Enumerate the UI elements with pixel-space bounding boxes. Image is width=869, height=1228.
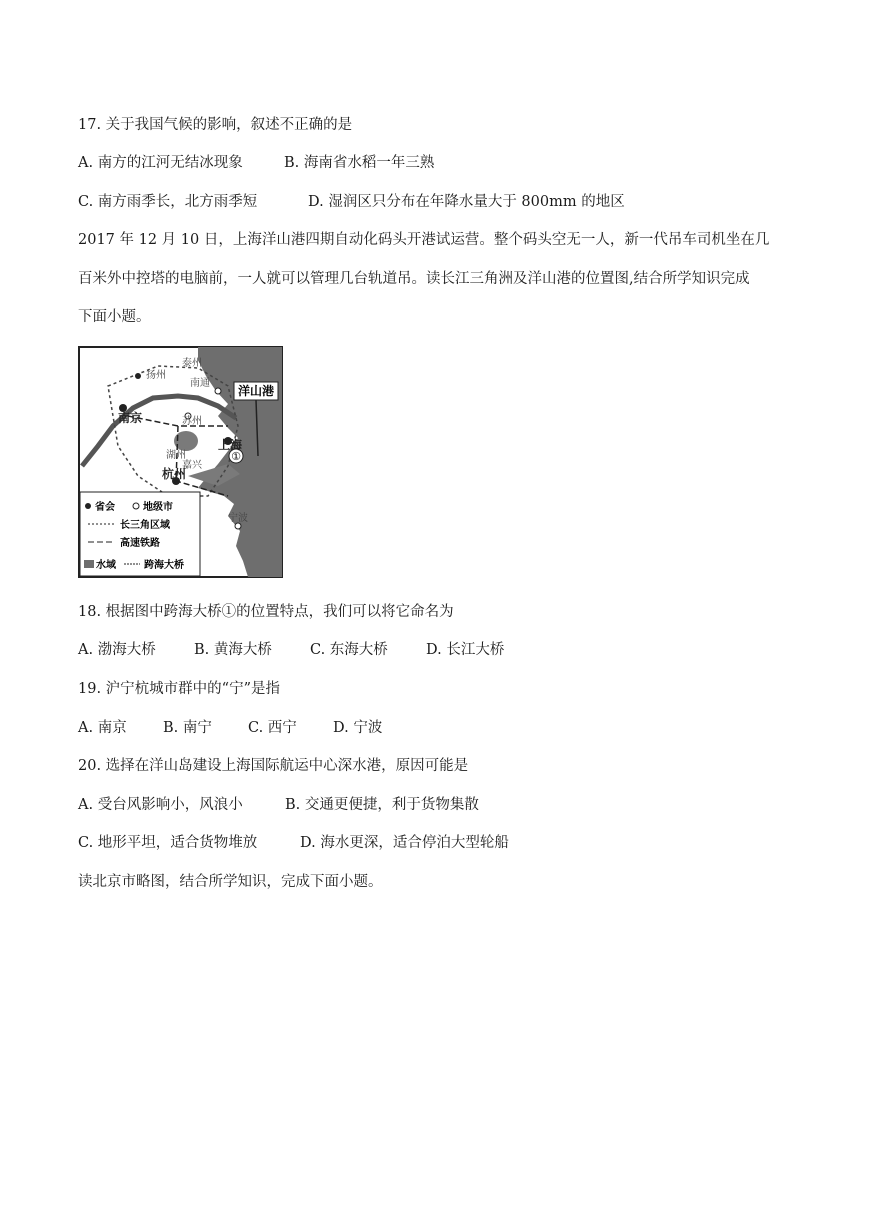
yangshan-callout: 洋山港 [237,384,275,398]
q20-options-row2 [78,834,509,852]
city-huzhou: 湖州 [166,450,186,461]
legend-bridge: 跨海大桥 [144,560,184,571]
city-jiaxing: 嘉兴 [182,460,202,471]
q18-option-c: C. 东海大桥 [310,642,388,658]
city-hangzhou: 杭州 [162,467,187,481]
q20-option-a: A. 受台风影响小，风浪小 [78,797,243,813]
q18-option-a: A. 渤海大桥 [78,642,156,658]
q20-option-b: B. 交通更便捷，利于货物集散 [285,797,479,813]
q20-stem: 20. 选择在洋山岛建设上海国际航运中心深水港，原因可能是 [78,758,469,774]
q18-stem: 18. 根据图中跨海大桥①的位置特点，我们可以将它命名为 [78,604,454,620]
q17-option-d: D. 湿润区只分布在年降水量大于 800mm 的地区 [308,194,625,210]
q19-stem: 19. 沪宁杭城市群中的“宁”是指 [78,681,280,697]
q17-option-a: A. 南方的江河无结冰现象 [78,155,243,171]
q20-option-d: D. 海水更深，适合停泊大型轮船 [300,835,509,851]
q19-options [78,719,382,737]
city-ningbo: 宁波 [228,513,248,524]
city-suzhou: 苏州 [182,416,202,427]
q18-option-b: B. 黄海大桥 [194,642,272,658]
city-taizhou: 泰州 [182,358,202,369]
passage-line-2: 百米外中控塔的电脑前，一人就可以管理几台轨道吊。读长江三角洲及洋山港的位置图,结合所学知识完成 [78,271,750,287]
q18-options [78,641,504,659]
q18-option-d: D. 长江大桥 [426,642,505,658]
closing-instruction: 读北京市略图，结合所学知识，完成下面小题。 [78,874,383,890]
city-shanghai: 上海 [218,438,243,452]
q17-options-row1 [78,154,434,172]
city-nanjing: 南京 [118,411,143,425]
city-nantong: 南通 [190,378,210,389]
q17-option-c: C. 南方雨季长，北方雨季短 [78,194,258,210]
yangtze-delta-map [78,346,283,578]
q19-option-c: C. 西宁 [248,720,297,736]
q19-option-a: A. 南京 [78,720,127,736]
q17-stem: 17. 关于我国气候的影响，叙述不正确的是 [78,117,353,133]
legend-region: 长三角区域 [120,520,170,531]
legend-rail: 高速铁路 [120,538,160,549]
q17-option-b: B. 海南省水稻一年三熟 [284,155,435,171]
q19-option-b: B. 南宁 [163,720,212,736]
passage-line-3: 下面小题。 [78,309,151,325]
bridge-marker: ① [231,450,241,463]
legend-capital: 省会 [95,502,115,513]
legend-water: 水域 [96,560,116,571]
q20-option-c: C. 地形平坦，适合货物堆放 [78,835,258,851]
q17-options-row2 [78,193,625,211]
legend-city: 地级市 [143,502,173,513]
q19-option-d: D. 宁波 [333,720,383,736]
city-yangzhou: 扬州 [146,370,166,381]
q20-options-row1 [78,796,479,814]
passage-line-1: 2017 年 12 月 10 日，上海洋山港四期自动化码头开港试运营。整个码头空无一人，新一代吊车司机坐在几 [78,232,770,248]
